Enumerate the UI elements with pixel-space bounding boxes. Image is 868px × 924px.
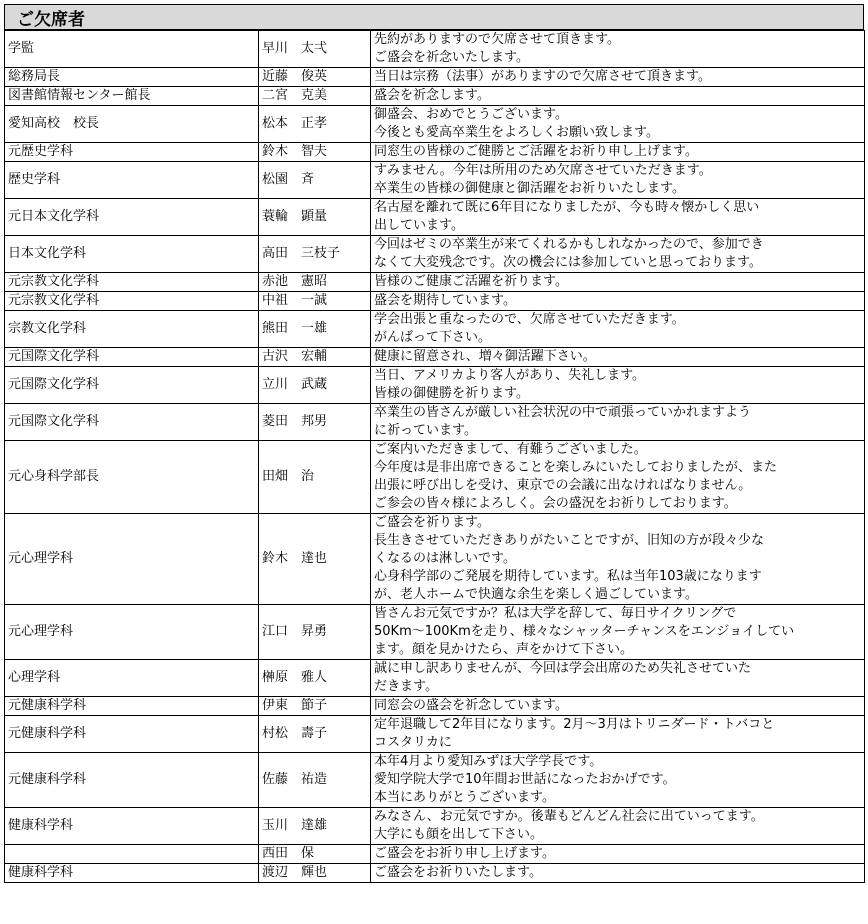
department-cell: 総務局長 (5, 68, 259, 87)
name-cell: 村松 壽子 (259, 716, 371, 753)
name-cell: 渡辺 輝也 (259, 864, 371, 883)
message-cell: すみません。今年は所用のため欠席させていただきます。 卒業生の皆様の御健康と御活躍をお祈りいたします。 (371, 162, 865, 199)
table-row (5, 311, 865, 348)
department-cell: 元心身科学部長 (5, 441, 259, 514)
table-row (5, 716, 865, 753)
name-cell: 立川 武蔵 (259, 367, 371, 404)
table-row (5, 808, 865, 845)
name-cell: 伊東 節子 (259, 697, 371, 716)
name-cell: 蓑輪 顕量 (259, 199, 371, 236)
message-cell: 当日、アメリカより客人があり、失礼します。 皆様の御健勝を祈ります。 (371, 367, 865, 404)
message-cell: ご盛会をお祈り申し上げます。 (371, 845, 865, 864)
department-cell: 元宗教文化学科 (5, 292, 259, 311)
name-cell: 菱田 邦男 (259, 404, 371, 441)
table-row (5, 697, 865, 716)
absentee-table (4, 30, 865, 883)
name-cell: 二宮 克美 (259, 87, 371, 106)
table-row (5, 199, 865, 236)
message-cell: ご案内いただきまして、有難うございました。 今年度は是非出席できることを楽しみにいたしておりましたが、また 出張に呼び出しを受け、東京での会議に出なければなりません。 ご参会の皆々様によろしく。会の盛況をお祈りしております。 (371, 441, 865, 514)
message-cell: 皆様のご健康ご活躍を祈ります。 (371, 273, 865, 292)
department-cell: 元歴史学科 (5, 143, 259, 162)
name-cell: 榊原 雅人 (259, 660, 371, 697)
table-row (5, 514, 865, 605)
table-row (5, 753, 865, 808)
message-cell: ご盛会をお祈りいたします。 (371, 864, 865, 883)
table-row (5, 162, 865, 199)
name-cell: 佐藤 祐造 (259, 753, 371, 808)
table-row (5, 404, 865, 441)
department-cell (5, 845, 259, 864)
message-cell: 今回はゼミの卒業生が来てくれるかもしれなかったので、参加でき なくて大変残念です。次の機会には参加していと思っております。 (371, 236, 865, 273)
name-cell: 田畑 治 (259, 441, 371, 514)
message-cell: 先約がありますので欠席させて頂きます。 ご盛会を祈念いたします。 (371, 31, 865, 68)
table-row (5, 367, 865, 404)
message-cell: みなさん、お元気ですか。後輩もどんどん社会に出ていってます。 大学にも顔を出して下さい。 (371, 808, 865, 845)
name-cell: 江口 昇勇 (259, 605, 371, 660)
name-cell: 鈴木 達也 (259, 514, 371, 605)
name-cell: 熊田 一雄 (259, 311, 371, 348)
message-cell: 同窓生の皆様のご健勝とご活躍をお祈り申し上げます。 (371, 143, 865, 162)
message-cell: 誠に申し訳ありませんが、今回は学会出席のため失礼させていた だきます。 (371, 660, 865, 697)
department-cell: 元国際文化学科 (5, 404, 259, 441)
table-row (5, 31, 865, 68)
message-cell: 定年退職して2年目になります。2月～3月はトリニダード・トバコと コスタリカに (371, 716, 865, 753)
name-cell: 玉川 達雄 (259, 808, 371, 845)
table-row (5, 864, 865, 883)
name-cell: 松本 正孝 (259, 106, 371, 143)
table-row (5, 143, 865, 162)
message-cell: 学会出張と重なったので、欠席させていただきます。 がんばって下さい。 (371, 311, 865, 348)
department-cell: 元心理学科 (5, 514, 259, 605)
table-row (5, 348, 865, 367)
department-cell: 図書館情報センター館長 (5, 87, 259, 106)
message-cell: 盛会を祈念します。 (371, 87, 865, 106)
name-cell: 高田 三枝子 (259, 236, 371, 273)
message-cell: 盛会を期待しています。 (371, 292, 865, 311)
table-row (5, 605, 865, 660)
department-cell: 心理学科 (5, 660, 259, 697)
message-cell: 本年4月より愛知みずほ大学学長です。 愛知学院大学で10年間お世話になったおかげです。 本当にありがとうございます。 (371, 753, 865, 808)
department-cell: 元健康科学科 (5, 753, 259, 808)
department-cell: 元宗教文化学科 (5, 273, 259, 292)
name-cell: 古沢 宏輔 (259, 348, 371, 367)
name-cell: 近藤 俊英 (259, 68, 371, 87)
message-cell: 健康に留意され、増々御活躍下さい。 (371, 348, 865, 367)
table-row (5, 845, 865, 864)
table-row (5, 660, 865, 697)
department-cell: 学監 (5, 31, 259, 68)
message-cell: ご盛会を祈ります。 長生きさせていただきありがたいことですが、旧知の方が段々少な くなるのは淋しいです。 心身科学部のご発展を期待しています。私は当年103歳になります が、老人ホームで快適な余生を楽しく過ごしています。 (371, 514, 865, 605)
name-cell: 中祖 一誠 (259, 292, 371, 311)
table-row (5, 236, 865, 273)
department-cell: 健康科学科 (5, 864, 259, 883)
department-cell: 元国際文化学科 (5, 367, 259, 404)
department-cell: 日本文化学科 (5, 236, 259, 273)
message-cell: 卒業生の皆さんが厳しい社会状況の中で頑張っていかれますよう に祈っています。 (371, 404, 865, 441)
message-cell: 皆さんお元気ですか？私は大学を辞して、毎日サイクリングで 50Km～100Kmを走り、様々なシャッターチャンスをエンジョイしてい ます。顔を見かけたら、声をかけて下さい。 (371, 605, 865, 660)
department-cell: 元日本文化学科 (5, 199, 259, 236)
table-row (5, 106, 865, 143)
department-cell: 愛知高校 校長 (5, 106, 259, 143)
name-cell: 松園 斉 (259, 162, 371, 199)
department-cell: 元心理学科 (5, 605, 259, 660)
table-row (5, 441, 865, 514)
name-cell: 赤池 憲昭 (259, 273, 371, 292)
table-row (5, 68, 865, 87)
message-cell: 名古屋を離れて既に6年目になりましたが、今も時々懐かしく思い 出しています。 (371, 199, 865, 236)
sheet-title: ご欠席者 (4, 4, 864, 30)
message-cell: 当日は宗務（法事）がありますので欠席させて頂きます。 (371, 68, 865, 87)
attendance-sheet (4, 4, 864, 883)
department-cell: 元健康科学科 (5, 697, 259, 716)
table-row (5, 292, 865, 311)
message-cell: 同窓会の盛会を祈念しています。 (371, 697, 865, 716)
name-cell: 早川 太弌 (259, 31, 371, 68)
department-cell: 健康科学科 (5, 808, 259, 845)
name-cell: 鈴木 智夫 (259, 143, 371, 162)
department-cell: 元国際文化学科 (5, 348, 259, 367)
department-cell: 元健康科学科 (5, 716, 259, 753)
table-row (5, 87, 865, 106)
message-cell: 御盛会、おめでとうございます。 今後とも愛高卒業生をよろしくお願い致します。 (371, 106, 865, 143)
department-cell: 宗教文化学科 (5, 311, 259, 348)
name-cell: 西田 保 (259, 845, 371, 864)
table-row (5, 273, 865, 292)
department-cell: 歴史学科 (5, 162, 259, 199)
